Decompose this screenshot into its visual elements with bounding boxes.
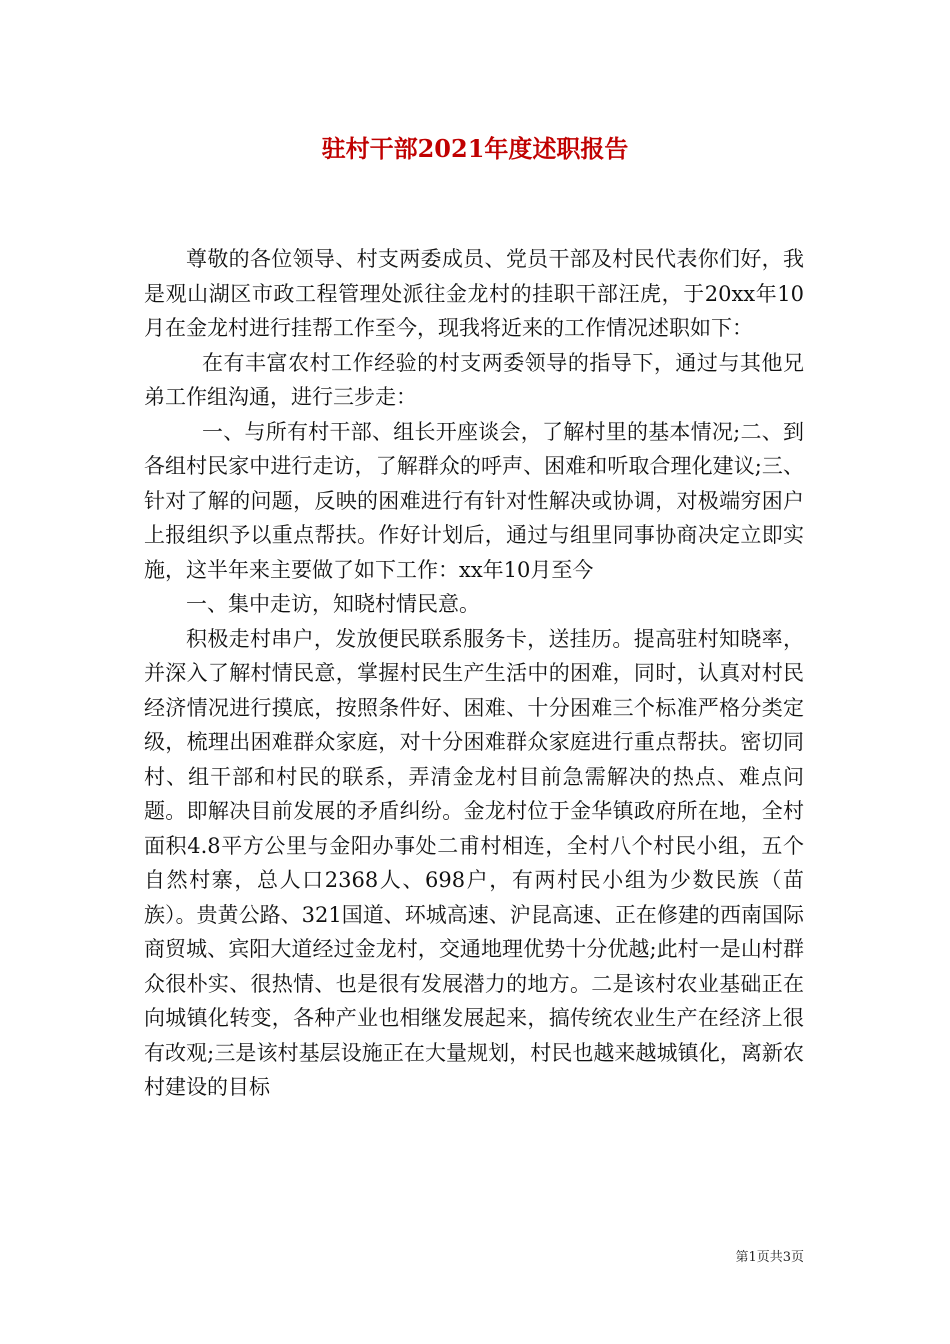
- document-title: 驻村干部2021年度述职报告: [321, 134, 629, 163]
- page-number: 第1页共3页: [735, 1250, 804, 1265]
- paragraph-three-steps: 一、与所有村干部、组长开座谈会，了解村里的基本情况;二、到各组村民家中进行走访，了解群众的呼声、困难和听取合理化建议;三、针对了解的问题，反映的困难进行有针对性解决或协调，对极端穷困户上报组织予以重点帮扶。作好计划后，通过与组里同事协商决定立即实施，这半年来主要做了如下工作：xx年10月至今: [144, 419, 804, 582]
- document-body: [144, 242, 804, 1105]
- paragraph-greeting: 尊敬的各位领导、村支两委成员、党员干部及村民代表你们好，我是观山湖区市政工程管理处派往金龙村的挂职干部汪虎，于20xx年10月在金龙村进行挂帮工作至今，现我将近来的工作情况述职如下：: [144, 247, 804, 340]
- paragraph-guidance: 在有丰富农村工作经验的村支两委领导的指导下，通过与其他兄弟工作组沟通，进行三步走：: [144, 350, 804, 409]
- paragraph-section-heading: 一、集中走访，知晓村情民意。: [186, 592, 480, 616]
- paragraph-visits: 积极走村串户，发放便民联系服务卡，送挂历。提高驻村知晓率，并深入了解村情民意，掌握村民生产生活中的困难，同时，认真对村民经济情况进行摸底，按照条件好、困难、十分困难三个标准严格分类定级，梳理出困难群众家庭，对十分困难群众家庭进行重点帮扶。密切同村、组干部和村民的联系，弄清金龙村目前急需解决的热点、难点问题。即解决目前发展的矛盾纠纷。金龙村位于金华镇政府所在地，全村面积4.8平方公里与金阳办事处二甫村相连，全村八个村民小组，五个自然村寨，总人口2368人、698户，有两村民小组为少数民族（苗族）。贵黄公路、321国道、环城高速、沪昆高速、正在修建的西南国际商贸城、宾阳大道经过金龙村，交通地理优势十分优越;此村一是山村群众很朴实、很热情、也是很有发展潜力的地方。二是该村农业基础正在向城镇化转变，各种产业也相继发展起来，搞传统农业生产在经济上很有改观;三是该村基层设施正在大量规划，村民也越来越城镇化，离新农村建设的目标: [144, 626, 804, 1099]
